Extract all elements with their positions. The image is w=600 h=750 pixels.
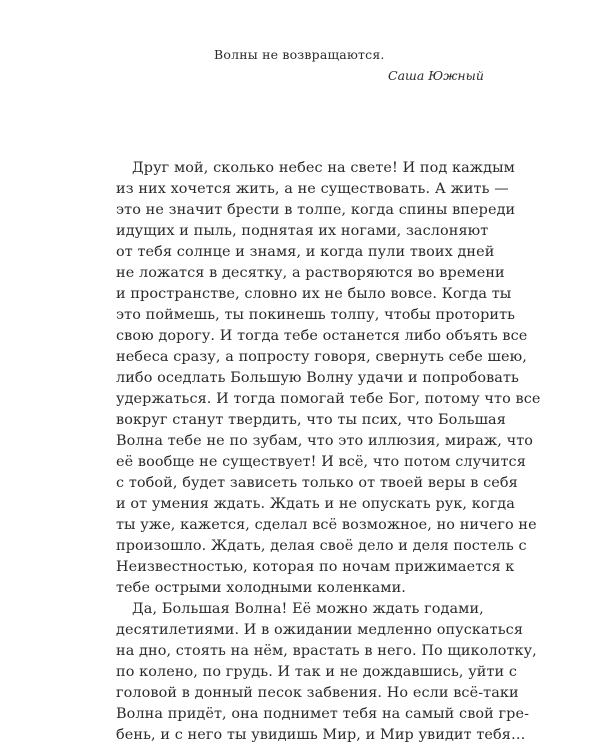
paragraph-line: с тобой, будет зависеть только от твоей веры в себя (116, 475, 518, 491)
paragraph-line: Волна придёт, она поднимет тебя на самый свой гре- (116, 706, 530, 722)
paragraph-line: вокруг станут твердить, что ты псих, что Большая (116, 412, 506, 428)
paragraph-line: идущих и пыль, поднятая их ногами, заслоняют (116, 223, 489, 239)
paragraph-line: по колено, по грудь. И так и не дождавшись, уйти с (116, 664, 518, 680)
paragraph-line: свою дорогу. И тогда тебе останется либо объять все (116, 328, 528, 344)
paragraph-line: и пространстве, словно их не было вовсе. Когда ты (116, 286, 512, 302)
paragraph-line: от тебя солнце и знамя, и когда пули твоих дней (116, 244, 495, 260)
paragraph-line: её вообще не существует! И всё, что потом случится (116, 454, 526, 470)
epigraph-author: Саша Южный (388, 68, 484, 83)
paragraph-line: Волна тебе не по зубам, что это иллюзия, мираж, что (116, 433, 534, 449)
paragraph-line: либо оседлать Большую Волну удачи и попробовать (116, 370, 519, 386)
paragraph-line: небеса сразу, а попросту говоря, свернуть себе шею, (116, 349, 527, 365)
paragraph-line: головой в донный песок забвения. Но если всё-таки (116, 685, 519, 701)
paragraph-line: это поймешь, ты покинешь толпу, чтобы проторить (116, 307, 516, 323)
paragraph-line: и от умения ждать. Ждать и не опускать рук, когда (116, 496, 515, 512)
paragraph-line: не ложатся в десятку, а растворяются во времени (116, 265, 505, 281)
epigraph (214, 46, 484, 83)
paragraph-line: из них хочется жить, а не существовать. А жить — (116, 181, 509, 197)
body-text (116, 158, 541, 746)
paragraph-line: произошло. Ждать, делая своё дело и деля постель с (116, 538, 527, 554)
paragraph-line: на дно, стоять на нём, врастать в него. По щиколотку, (116, 643, 537, 659)
paragraph-line: ты уже, кажется, сделал всё возможное, но ничего не (116, 517, 537, 533)
paragraph-line: Да, Большая Волна! Её можно ждать годами, (132, 601, 484, 617)
paragraph-line: это не значит брести в толпе, когда спины впереди (116, 202, 516, 218)
paragraph-line: бень, и с него ты увидишь Мир, и Мир увидит тебя… (116, 727, 526, 743)
paragraph-line: удержаться. И тогда помогай тебе Бог, потому что все (116, 391, 541, 407)
paragraph-line: Друг мой, сколько небес на свете! И под каждым (132, 160, 515, 176)
paragraph-line: Неизвестностью, которая по ночам прижимается к (116, 559, 515, 575)
epigraph-text: Волны не возвращаются. (214, 47, 385, 62)
paragraph-line: тебе острыми холодными коленками. (116, 580, 406, 596)
paragraph-line: десятилетиями. И в ожидании медленно опускаться (116, 622, 524, 638)
